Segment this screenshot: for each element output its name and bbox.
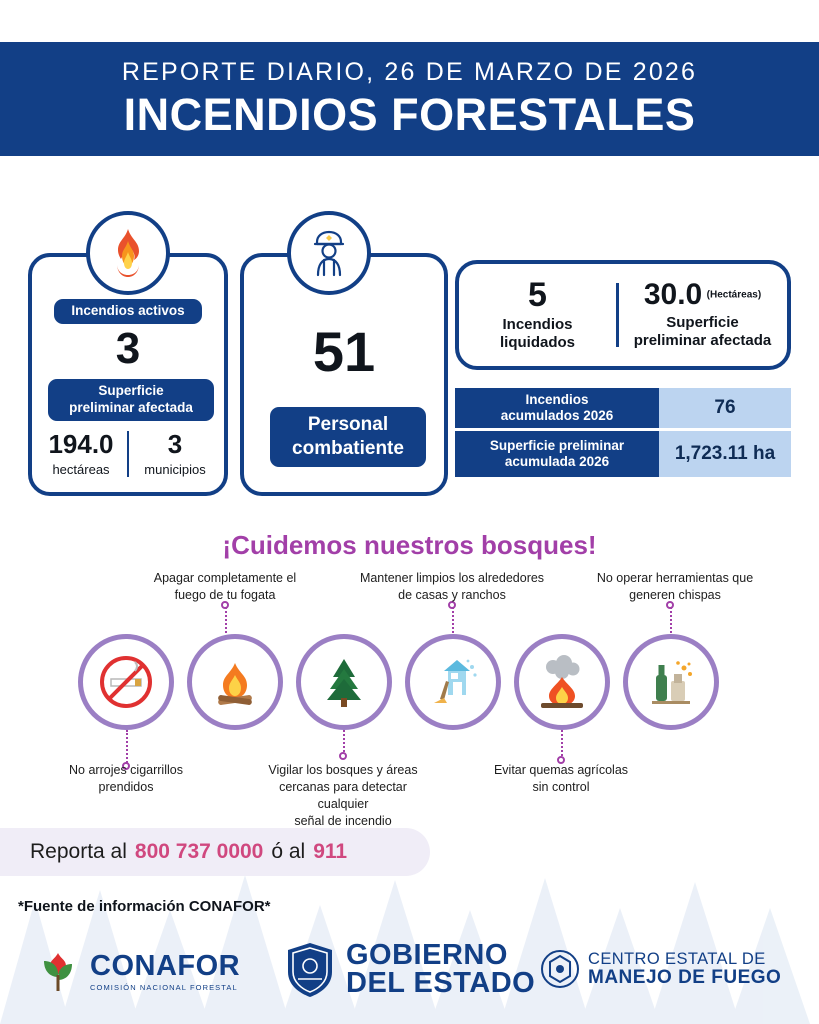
conafor-logo [34, 947, 240, 995]
accumulated-surface-label [455, 431, 659, 477]
hectareas-unit: hectáreas [52, 462, 110, 477]
report-middle: ó al [271, 840, 306, 863]
firefighter-icon [287, 211, 371, 295]
extinguished-surface-unit: (Hectáreas) [706, 289, 762, 301]
tip-label-3-line3: señal de incendio [294, 813, 392, 828]
shield-icon [284, 941, 336, 999]
tip-label-6 [580, 570, 770, 604]
accumulated-surface-label-line1: Superficie preliminar [489, 437, 625, 453]
tip-label-5 [471, 762, 651, 796]
tip-label-5-line1: Evitar quemas agrícolas [493, 763, 629, 777]
tip-label-2 [135, 570, 315, 604]
tip-label-1-line1: No arrojes cigarrillos [69, 763, 183, 777]
accumulated-surface-row [455, 431, 791, 477]
connector-line [126, 730, 128, 766]
tip-label-4-line2: de casas y ranchos [398, 587, 506, 602]
accumulated-fires-label-line2: acumulados 2026 [500, 408, 614, 423]
municipios-value: 3 [167, 429, 183, 459]
tip-label-3 [253, 762, 433, 830]
tip-label-2-line1: Apagar completamente el [153, 571, 297, 585]
house-cleaning-icon [405, 634, 501, 730]
centro-manejo-fuego-logo [540, 949, 781, 989]
tips-title: ¡Cuidemos nuestros bosques! [222, 530, 597, 560]
tip-label-3-line1: Vigilar los bosques y áreas [268, 763, 418, 777]
extinguished-surface-value: 30.0 [643, 278, 703, 311]
active-fires-value: 3 [115, 324, 141, 373]
personnel-label-line2: combatiente [292, 437, 404, 459]
tip-label-1 [36, 762, 216, 796]
extinguished-label [460, 316, 616, 352]
report-phone-bar[interactable] [0, 828, 430, 876]
gobierno-line2: DEL ESTADO [346, 967, 536, 999]
personnel-value: 51 [312, 320, 376, 383]
agricultural-burn-icon [514, 634, 610, 730]
conafor-name: CONAFOR [90, 950, 241, 982]
accumulated-surface-value: 1,723.11 ha [659, 431, 791, 477]
personnel-label [270, 407, 426, 467]
source-note: *Fuente de información CONAFOR* [18, 898, 271, 915]
accumulated-fires-row [455, 388, 791, 428]
extinguished-surface-label-line2: preliminar afectada [633, 332, 772, 349]
extinguished-label-line1: Incendios [502, 316, 573, 333]
tip-label-1-line2: prendidos [98, 779, 154, 794]
accumulated-fires-label [455, 388, 659, 428]
extinguished-value: 5 [528, 276, 547, 314]
active-fires-label: Incendios activos [54, 299, 202, 324]
cmf-line2: MANEJO DE FUEGO [588, 966, 782, 988]
tip-label-2-line2: fuego de tu fogata [174, 587, 276, 602]
gobierno-estado-logo [284, 941, 535, 999]
active-surface-label-line1: Superficie [98, 383, 164, 398]
report-date: REPORTE DIARIO, 26 DE MARZO DE 2026 [121, 57, 698, 86]
tip-label-6-line2: generen chispas [629, 587, 721, 602]
campfire-icon [187, 634, 283, 730]
header-banner [0, 42, 819, 156]
conafor-symbol-icon [34, 947, 82, 995]
extinguished-surface-label [619, 314, 787, 350]
no-smoking-icon [78, 634, 174, 730]
accumulated-surface-label-line2: acumulada 2026 [504, 454, 610, 469]
phone-number-emergency[interactable]: 911 [313, 840, 348, 863]
municipios-unit: municipios [144, 462, 206, 477]
connector-dot [339, 752, 347, 760]
flame-icon [86, 211, 170, 295]
active-surface-label [48, 379, 214, 421]
gobierno-line1: GOBIERNO [346, 939, 508, 972]
hectareas-value: 194.0 [48, 429, 114, 459]
tip-label-6-line1: No operar herramientas que [596, 571, 754, 585]
extinguished-label-line2: liquidados [500, 334, 575, 351]
active-surface-label-line2: preliminar afectada [69, 399, 193, 415]
spark-tools-icon [623, 634, 719, 730]
page-title: INCENDIOS FORESTALES [123, 88, 696, 140]
cmf-emblem-icon [540, 949, 580, 989]
accumulated-fires-value: 76 [659, 388, 791, 428]
tip-label-4 [352, 570, 552, 604]
tip-label-5-line2: sin control [532, 779, 590, 794]
footer-logos [0, 925, 819, 1024]
cmf-line1: CENTRO ESTATAL DE [588, 949, 766, 968]
tip-label-4-line1: Mantener limpios los alrededores [359, 571, 545, 585]
accumulated-fires-label-line1: Incendios [525, 391, 589, 407]
pine-tree-icon [296, 634, 392, 730]
phone-number-primary[interactable]: 800 737 0000 [134, 840, 264, 863]
personnel-label-line1: Personal [307, 414, 389, 435]
tip-label-3-line2: cercanas para detectar cualquier [279, 779, 407, 811]
extinguished-surface-label-line1: Superficie [666, 314, 739, 331]
extinguished-fires-card [455, 260, 791, 370]
report-prefix: Reporta al [30, 840, 127, 863]
conafor-subtitle: COMISIÓN NACIONAL FORESTAL [90, 983, 238, 992]
